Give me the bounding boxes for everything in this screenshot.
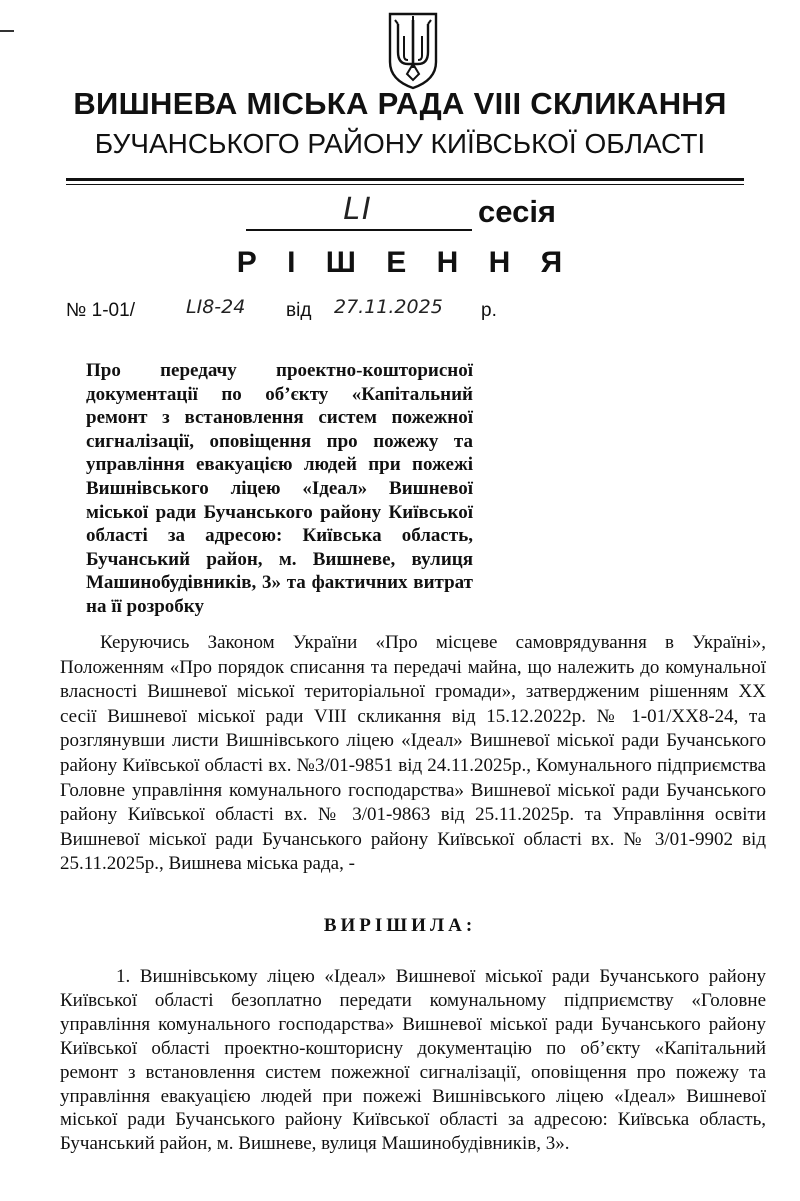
resolution-item: 1. Вишнівському ліцею «Ідеал» Вишневої міської ради Бучанського району Київської області безоплатно передати комунальному підприємству «Головне управління комунального господарства» Вишневої міської ради Бучанського району Київської області проектно-кошторисну документацію по об’єкту «Капітальний ремонт з встановлення систем пожежної сигналізації, оповіщення про пожежу та управління евакуацією людей при пожежі Вишнівського ліцею «Ідеал» Вишневої міської ради Бучанського району Київської області за адресою: Київська область, Бучанський район, м. Вишневе, вулиця Машинобудівників, 3». [60,966,766,1155]
header-divider-thin [66,184,744,185]
council-subtitle: БУЧАНСЬКОГО РАЙОНУ КИЇВСЬКОЇ ОБЛАСТІ [94,128,706,159]
decision-date-suffix: р. [481,300,497,321]
decision-number-row [66,296,526,326]
session-line [246,192,606,236]
decision-subject: Про передачу проектно-кошторисної документації по об’єкту «Капітальний ремонт з встановлення систем пожежної сигналізації, оповіщення про пожежу та управління евакуацією людей при пожежі Вишнівського ліцею «Ідеал» Вишневої міської ради Бучанського району Київської області за адресою: Київська область, Бучанський район, м. Вишневе, вулиця Машинобудівників, 3» та фактичних витрат на її розробку [86,360,473,617]
resolved-heading: ВИРІШИЛА: [323,915,477,936]
council-title: ВИШНЕВА МІСЬКА РАДА VIII СКЛИКАННЯ [73,86,727,121]
session-underline [246,229,472,231]
scan-corner-mark [0,30,14,32]
preamble-paragraph: Керуючись Законом України «Про місцеве самоврядування в Україні», Положенням «Про порядок списання та передачі майна, що належить до комунальної власності Вишневої міської територіальної громади», затвердженим рішенням XX сесії Вишневої міської ради VIII скликання від 15.12.2022р. № 1-01/XX8-24, та розглянувши листи Вишнівського ліцею «Ідеал» Вишневої міської ради Бучанського району Київської області вх. №3/01-9851 від 24.11.2025р., Комунального підприємства Головне управління комунального господарства» Вишневої міської ради Бучанського району Київської області вх. № 3/01-9863 від 25.11.2025р. та Управління освіти Вишневої міської ради Бучанського району Київської області вх. № 3/01-9902 від 25.11.2025р., Вишнева міська рада, - [60,632,766,875]
decision-number-handwritten: LI8-24 [186,296,246,318]
decision-date-label: від [286,300,312,321]
session-label: сесія [478,194,557,229]
session-number-handwritten: LI [343,192,373,227]
decision-number-prefix: № 1-01/ [66,300,135,321]
decision-date-handwritten: 27.11.2025 [334,296,443,318]
trident-coat-of-arms-icon [386,10,440,90]
header-divider-thick [66,178,744,181]
decision-title: Р І Ш Е Н Н Я [236,246,574,279]
